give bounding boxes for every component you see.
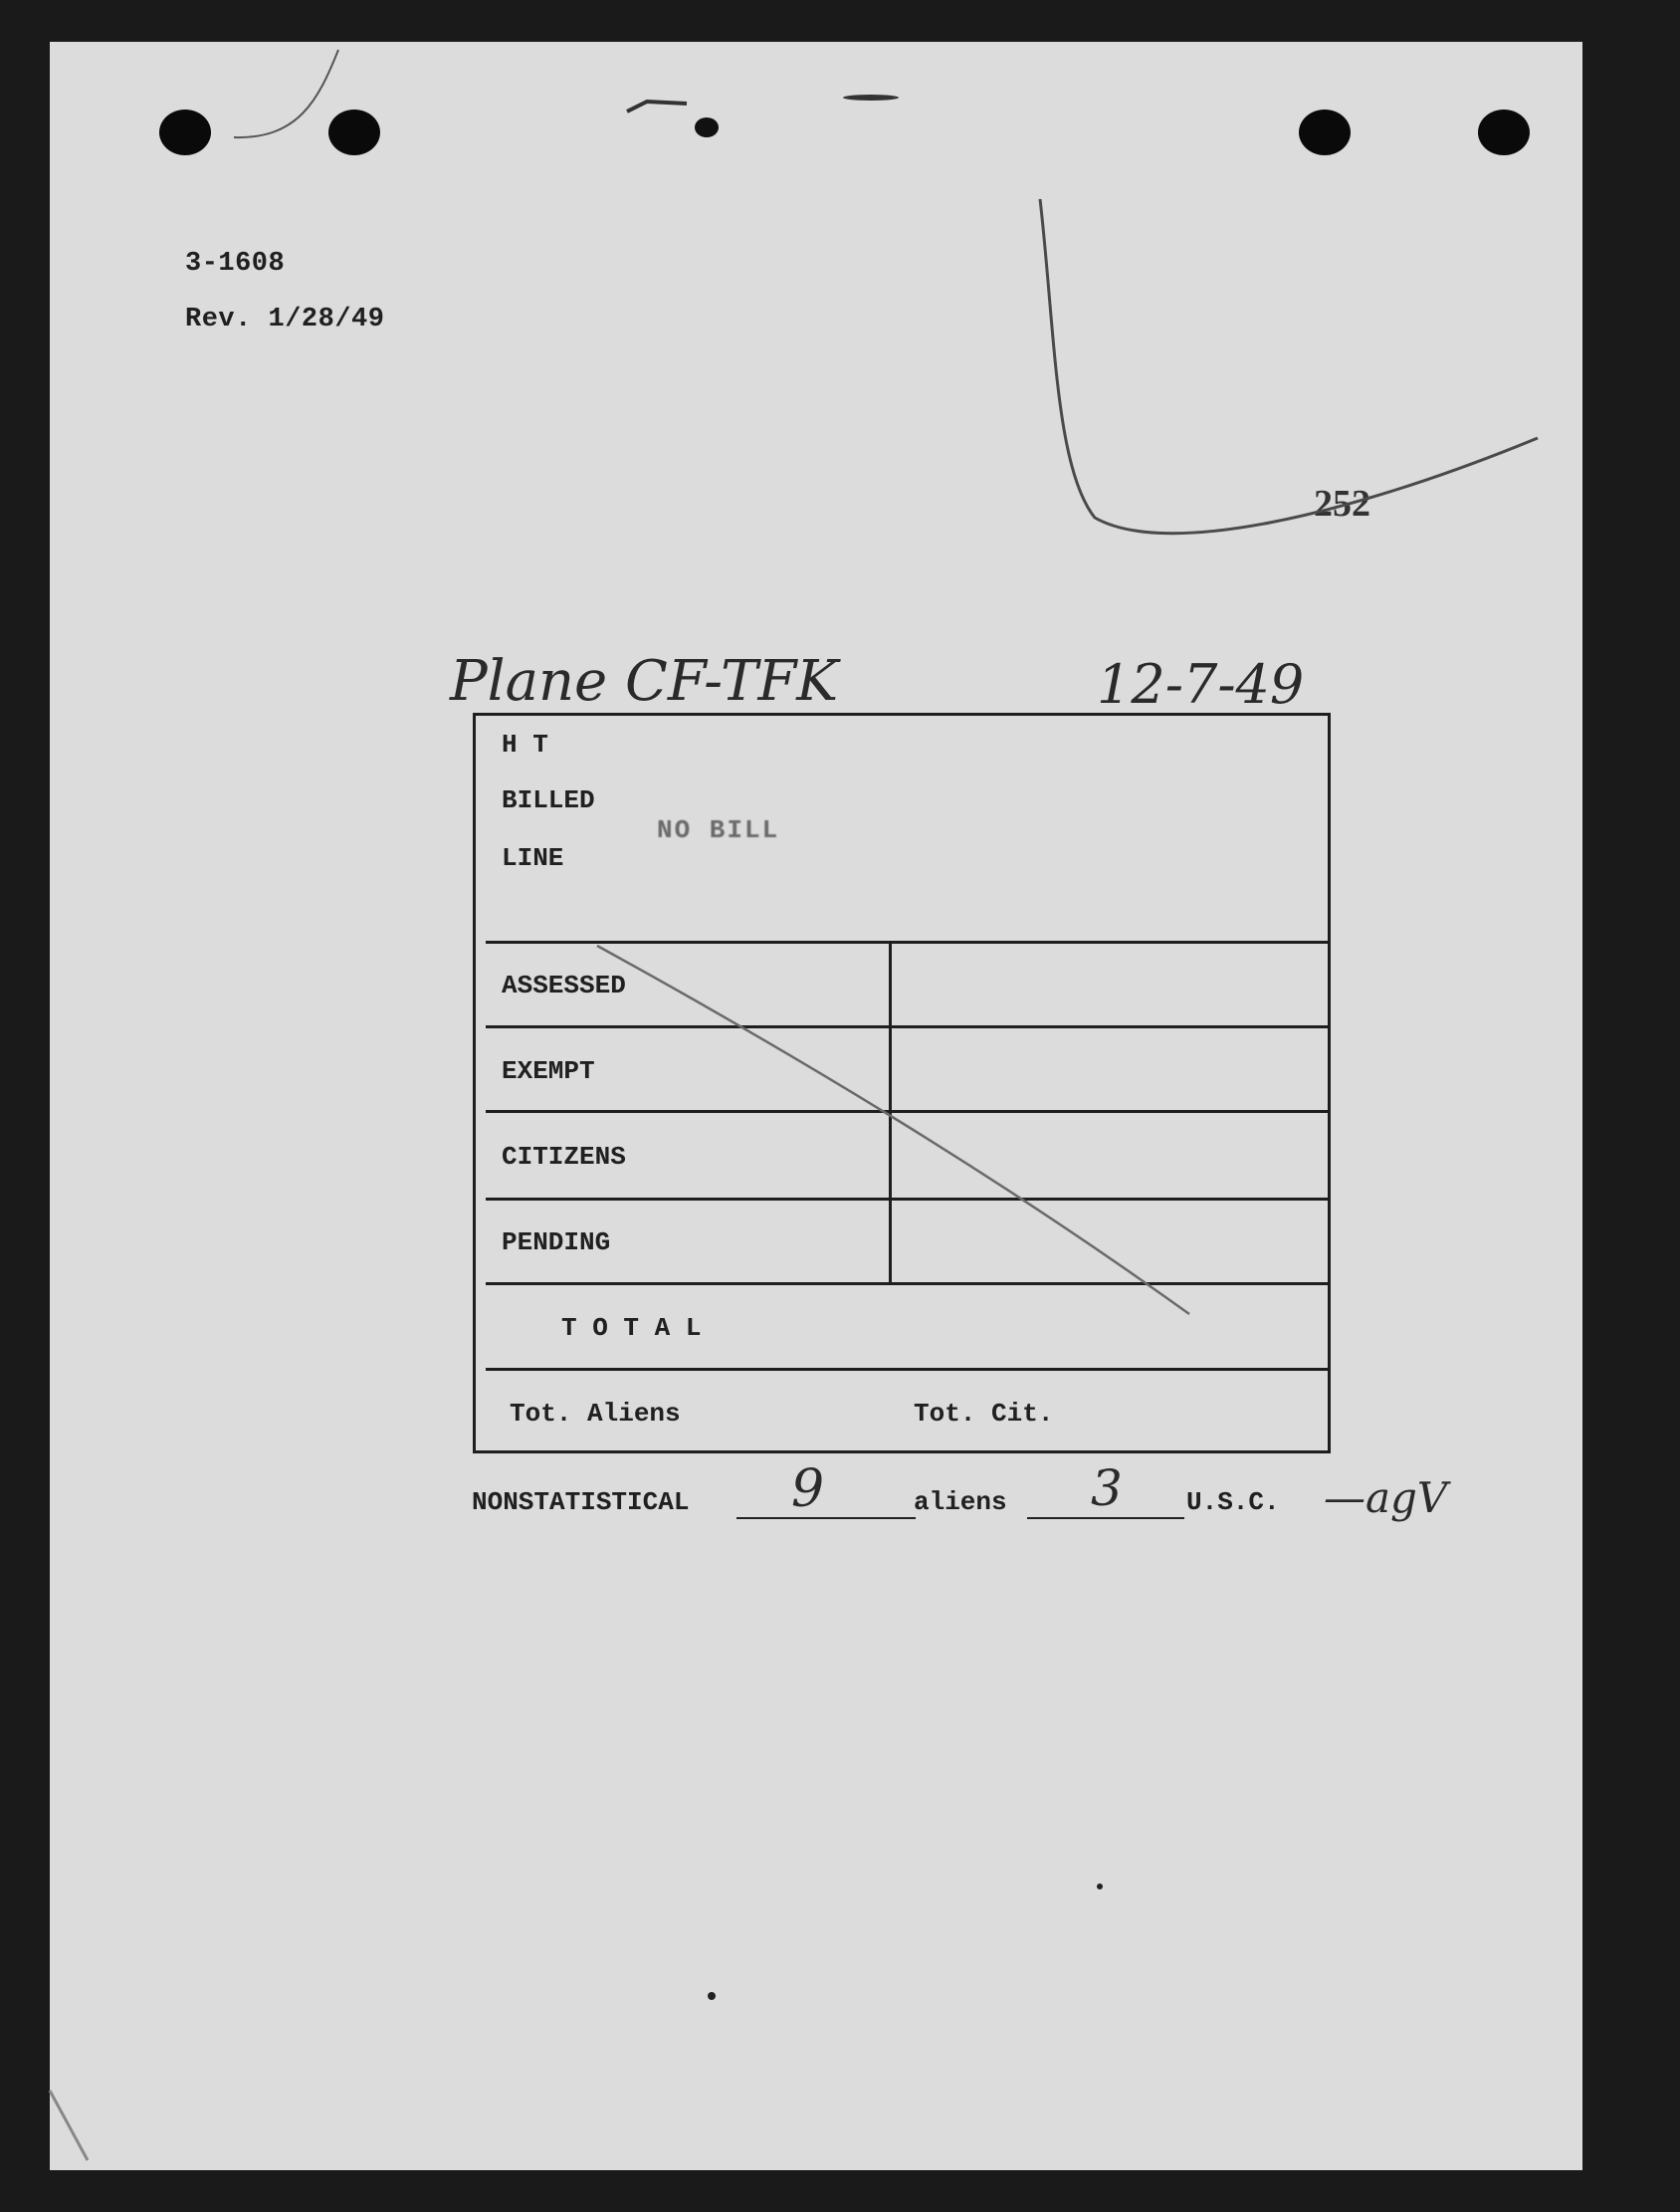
divider-row-4 (486, 1282, 1328, 1285)
punch-hole-2 (328, 110, 380, 155)
tot-aliens-label: Tot. Aliens (510, 1399, 681, 1429)
no-bill-stamp: NO BILL (657, 815, 780, 845)
row-label-citizens: CITIZENS (502, 1142, 626, 1172)
divider-row-1 (486, 1025, 1328, 1028)
form-number: 3-1608 (185, 249, 286, 279)
handwritten-initials: —agV (1324, 1473, 1448, 1522)
punch-hole-3 (1299, 110, 1351, 155)
row-label-exempt: EXEMPT (502, 1056, 595, 1086)
usc-label: U.S.C. (1186, 1487, 1280, 1517)
header-line-ht: H T (502, 730, 548, 760)
usc-count-line (1027, 1517, 1184, 1519)
aliens-count: 9 (791, 1459, 825, 1519)
row-label-assessed: ASSESSED (502, 971, 626, 1000)
handwritten-date: 12-7-49 (1097, 653, 1305, 716)
aliens-label: aliens (914, 1487, 1007, 1517)
total-label: T O T A L (561, 1313, 702, 1343)
row-label-pending: PENDING (502, 1227, 611, 1257)
handwritten-vessel: Plane CF-TFK (450, 649, 839, 714)
nonstatistical-label: NONSTATISTICAL (472, 1487, 690, 1517)
punch-hole-4 (1478, 110, 1530, 155)
stamped-number: 252 (1314, 483, 1370, 525)
aliens-count-line (736, 1517, 916, 1519)
header-line-billed: BILLED (502, 785, 595, 815)
divider-row-3 (486, 1198, 1328, 1201)
revision-date: Rev. 1/28/49 (185, 305, 385, 334)
punch-hole-1 (159, 110, 211, 155)
column-divider (889, 941, 892, 1284)
tot-cit-label: Tot. Cit. (914, 1399, 1054, 1429)
statistics-form-box (473, 713, 1331, 1453)
divider-row-2 (486, 1110, 1328, 1113)
usc-count: 3 (1091, 1459, 1123, 1517)
header-line-line: LINE (502, 843, 564, 873)
divider-total (486, 1368, 1328, 1371)
divider-header (486, 941, 1328, 944)
